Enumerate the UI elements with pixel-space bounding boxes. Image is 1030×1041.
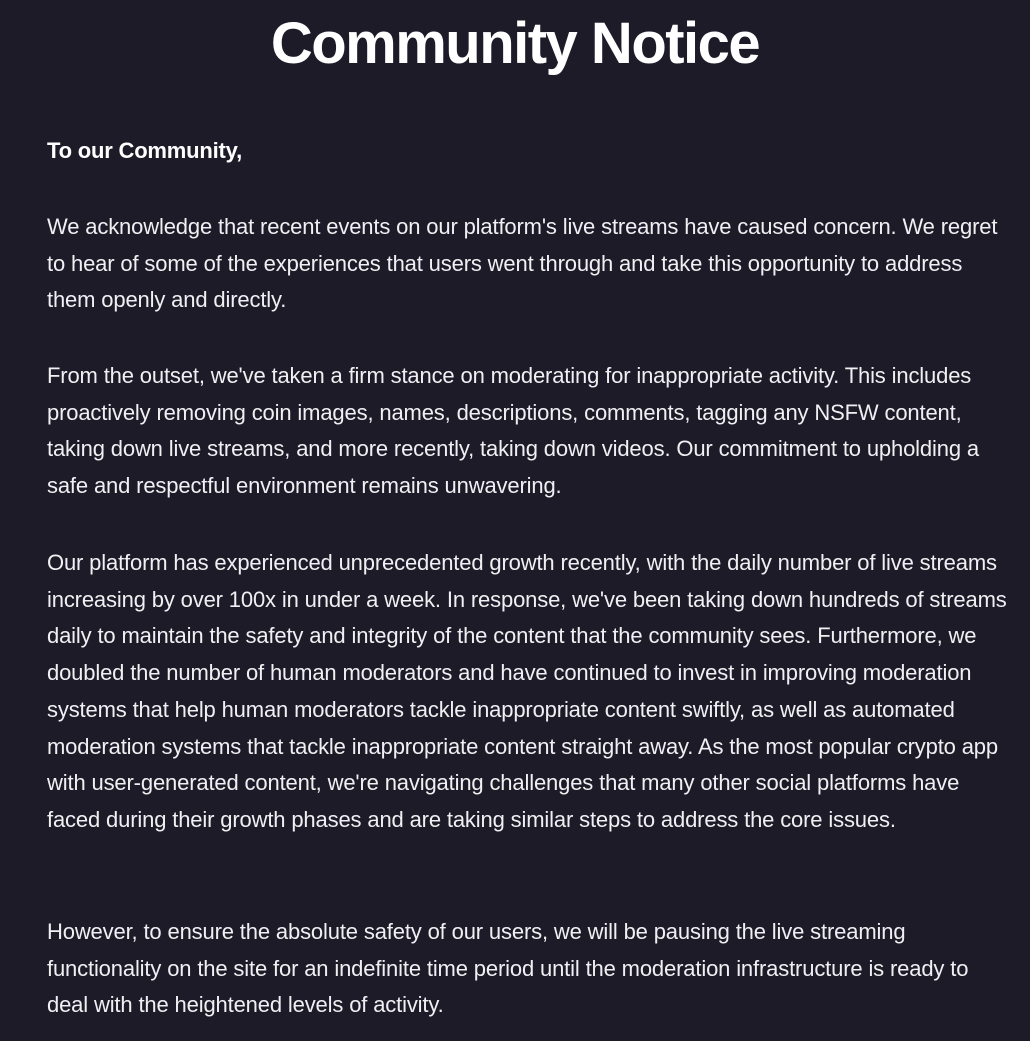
paragraph-acknowledgement: We acknowledge that recent events on our platform's live streams have caused concern. We regret to hear of some of the experiences that users went through and take this opportunity to address them openly and directly. — [47, 214, 998, 313]
paragraph-moderation-stance: From the outset, we've taken a firm stance on moderating for inappropriate activity. This includes proactively removing coin images, names, descriptions, comments, tagging any NSFW content, taking down live streams, and more recently, taking down videos. Our commitment to upholding a safe and respectful environment remains unwavering. — [47, 363, 979, 499]
greeting: To our Community, — [47, 138, 242, 163]
page-title: Community Notice — [270, 11, 760, 76]
paragraph-platform-growth: Our platform has experienced unprecedented growth recently, with the daily number of live streams increasing by over 100x in under a week. In response, we've been taking down hundreds of streams daily to maintain the safety and integrity of the content that the community sees. Furthermore, we doubled the number of human moderators and have continued to invest in improving moderation systems that help human moderators tackle inappropriate content swiftly, as well as automated moderation systems that tackle inappropriate content straight away. As the most popular crypto app with user-generated content, we're navigating challenges that many other social platforms have faced during their growth phases and are taking similar steps to address the core issues. — [47, 550, 1007, 832]
paragraph-livestream-pause: However, to ensure the absolute safety of our users, we will be pausing the live streaming functionality on the site for an indefinite time period until the moderation infrastructure is ready to deal with the heightened levels of activity. — [47, 919, 969, 1018]
